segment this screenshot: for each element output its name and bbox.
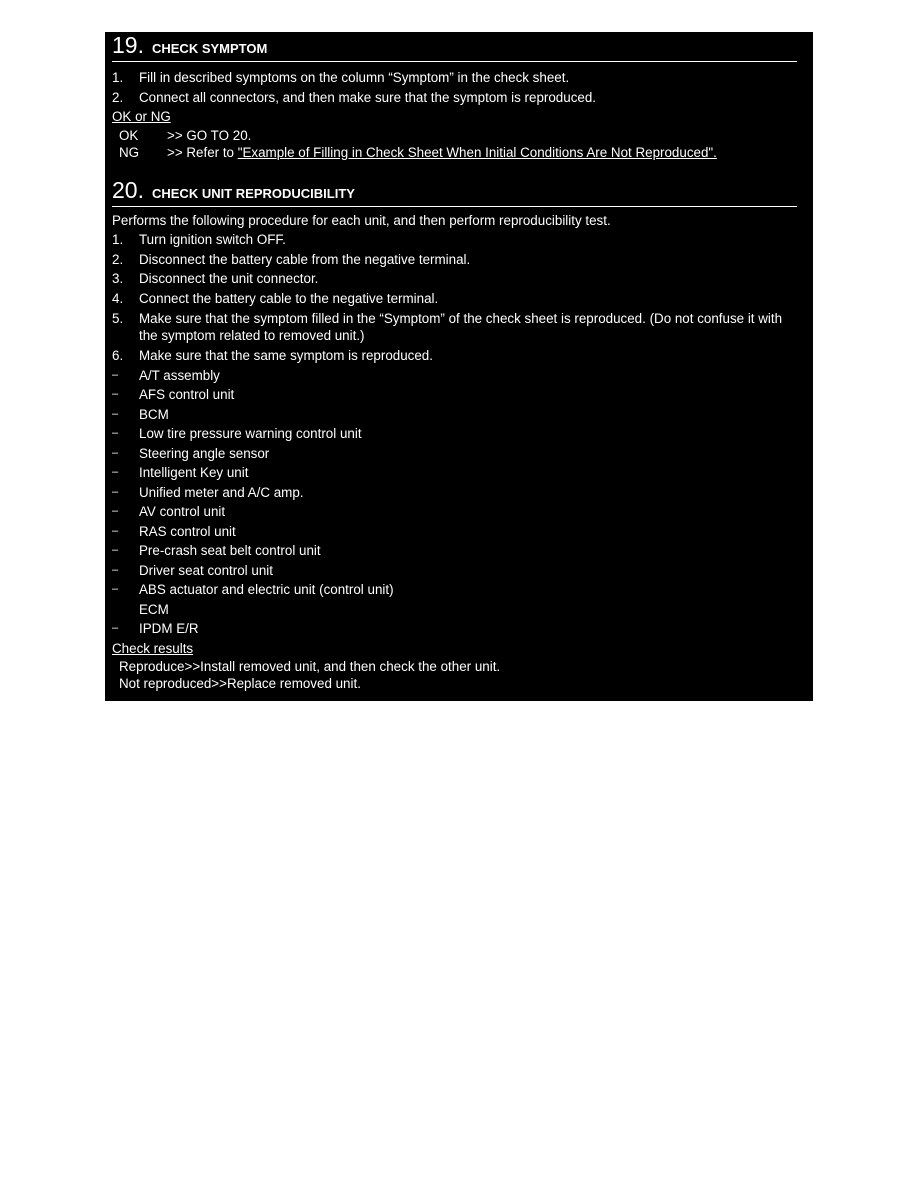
- unit-dash: –: [112, 466, 119, 478]
- unit-item: [112, 444, 797, 464]
- step-text: Turn ignition switch OFF.: [139, 232, 286, 247]
- check-result-not-reproduced: Not reproduced>>Replace removed unit.: [119, 676, 361, 691]
- unit-name: RAS control unit: [139, 523, 236, 539]
- unit-item: [112, 483, 797, 503]
- check-results-label-row: [112, 639, 797, 659]
- step-number: 2.: [112, 89, 124, 105]
- list-item: [112, 310, 797, 344]
- section-20-title: CHECK UNIT REPRODUCIBILITY: [151, 185, 355, 201]
- unit-dash: –: [112, 524, 119, 537]
- list-item: [112, 346, 797, 366]
- unit-item: [112, 600, 797, 620]
- unit-item: [112, 385, 797, 405]
- unit-dash: –: [112, 505, 119, 517]
- unit-dash: –: [112, 388, 119, 400]
- unit-item: [112, 424, 797, 444]
- unit-dash: –: [112, 622, 119, 634]
- unit-dash: [112, 600, 139, 620]
- result-text: >> Refer to: [167, 144, 238, 160]
- unit-dash: –: [112, 544, 119, 556]
- unit-name: Low tire pressure warning control unit: [139, 426, 362, 441]
- list-item: [112, 289, 797, 309]
- unit-name: AFS control unit: [139, 387, 235, 402]
- result-ok: [112, 127, 797, 144]
- unit-dash: –: [112, 446, 119, 459]
- list-item: [112, 269, 797, 289]
- step-number: 5.: [112, 311, 124, 326]
- unit-name: ABS actuator and electric unit (control unit): [139, 582, 394, 597]
- unit-name: Pre-crash seat belt control unit: [139, 543, 321, 558]
- unit-item: [112, 366, 797, 386]
- ok-ng-label: OK or NG: [112, 109, 171, 124]
- unit-name: Intelligent Key unit: [139, 465, 249, 480]
- step-number: 1.: [112, 70, 124, 85]
- unit-dash: –: [112, 368, 119, 381]
- result-code: NG: [119, 144, 140, 160]
- section-19-header: [112, 32, 797, 62]
- list-item: [112, 68, 797, 88]
- unit-name: A/T assembly: [139, 367, 220, 383]
- section-19-number: 19.: [112, 32, 144, 58]
- reference-link[interactable]: "Example of Filling in Check Sheet When Initial Conditions Are Not Reproduced".: [237, 144, 717, 160]
- unit-item: [112, 502, 797, 522]
- unit-name: AV control unit: [139, 504, 226, 519]
- unit-item: [112, 463, 797, 483]
- unit-dash: –: [112, 583, 119, 595]
- step-number: 4.: [112, 290, 124, 306]
- result-ng: [112, 144, 797, 161]
- unit-name: BCM: [139, 406, 169, 422]
- unit-name: Driver seat control unit: [139, 562, 273, 578]
- list-item: [112, 88, 797, 108]
- list-item: [112, 230, 797, 250]
- unit-name: Unified meter and A/C amp.: [139, 484, 304, 500]
- section-20-number: 20.: [112, 176, 144, 203]
- unit-item: [112, 522, 797, 542]
- unit-name: IPDM E/R: [139, 621, 199, 636]
- unit-dash: –: [112, 485, 119, 498]
- unit-item: [112, 541, 797, 561]
- check-result-reproduce: Reproduce>>Install removed unit, and then check the other unit.: [119, 659, 501, 674]
- step-text: Connect all connectors, and then make sure that the symptom is reproduced.: [139, 89, 597, 105]
- unit-item: [112, 405, 797, 425]
- step-text: Make sure that the same symptom is reproduced.: [139, 348, 433, 363]
- check-results-label: Check results: [112, 640, 194, 656]
- step-text: Fill in described symptoms on the column “Symptom” in the check sheet.: [139, 70, 570, 85]
- result-code: OK: [119, 127, 139, 143]
- step-number: 2.: [112, 251, 124, 267]
- unit-dash: –: [112, 427, 119, 439]
- step-number: 3.: [112, 271, 124, 286]
- section-20-intro: Performs the following procedure for each unit, and then perform reproducibility test.: [112, 212, 611, 228]
- step-text: Make sure that the symptom filled in the “Symptom” of the check sheet is reproduced. (Do not confuse it with the symptom related to removed unit.): [139, 311, 783, 343]
- unit-name: ECM: [139, 601, 169, 617]
- section-20-header: [112, 177, 797, 207]
- step-number: 1.: [112, 232, 124, 247]
- result-text: >> GO TO 20.: [167, 127, 252, 143]
- procedure-panel: [105, 32, 813, 701]
- step-text: Disconnect the battery cable from the negative terminal.: [139, 251, 471, 267]
- ok-ng-label-row: [112, 107, 797, 127]
- unit-item: [112, 619, 797, 639]
- step-text: Connect the battery cable to the negative terminal.: [139, 290, 439, 306]
- step-text: Disconnect the unit connector.: [139, 271, 319, 286]
- unit-dash: –: [112, 407, 119, 420]
- list-item: [112, 250, 797, 270]
- unit-name: Steering angle sensor: [139, 445, 270, 461]
- unit-dash: –: [112, 563, 119, 576]
- unit-item: [112, 580, 797, 600]
- section-19-title: CHECK SYMPTOM: [151, 41, 268, 56]
- step-number: 6.: [112, 348, 124, 363]
- unit-item: [112, 561, 797, 581]
